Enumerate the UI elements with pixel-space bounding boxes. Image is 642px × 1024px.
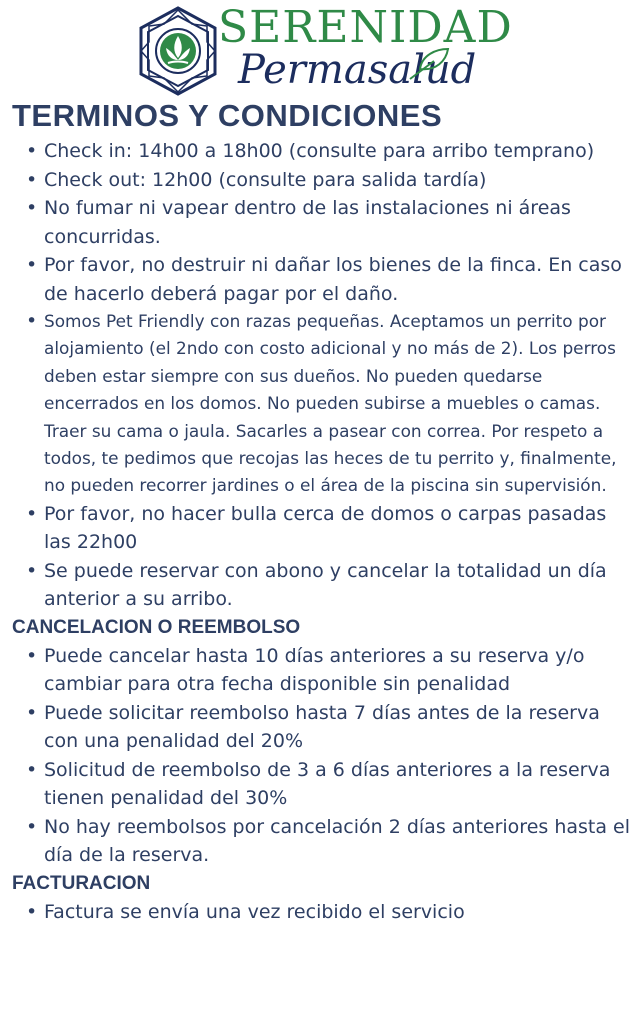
brand-name: SERENIDAD [218,2,513,53]
brand-subname: Permasalud [238,47,477,93]
list-item: • Puede solicitar reembolso hasta 7 días antes de la reserva con una penalidad del 20% [44,699,632,756]
list-item: • Por favor, no hacer bulla cerca de domos o carpas pasadas las 22h00 [44,500,632,557]
lotus-mandala-logo-icon [137,6,219,96]
terms-document [12,95,632,926]
cancel-heading: CANCELACION O REEMBOLSO [12,616,301,638]
page-title: TERMINOS Y CONDICIONES [12,98,443,133]
billing-list [12,898,632,927]
billing-heading: FACTURACION [12,872,151,894]
list-item: • Check out: 12h00 (consulte para salida tardía) [44,166,632,195]
list-item: • Check in: 14h00 a 18h00 (consulte para arribo temprano) [44,137,632,166]
leaf-icon [408,47,450,81]
list-item: • Factura se envía una vez recibido el servicio [44,898,632,927]
list-item: • No hay reembolsos por cancelación 2 días anteriores hasta el día de la reserva. [44,813,632,870]
list-item: • Puede cancelar hasta 10 días anteriores a su reserva y/o cambiar para otra fecha disponible sin penalidad [44,642,632,699]
list-item: • Somos Pet Friendly con razas pequeñas. Aceptamos un perrito por alojamiento (el 2ndo con costo adicional y no más de 2). Los perros deben estar siempre con sus dueños. No pueden quedarse encerrados en los domos. No pueden subirse a muebles o camas. Traer su cama o jaula. Sacarles a pasear con correa. Por respeto a todos, te pedimos que recojas las heces de tu perrito y, finalmente, no pueden recorrer jardines o el área de la piscina sin supervisión. [44,308,632,500]
list-item: • Solicitud de reembolso de 3 a 6 días anteriores a la reserva tienen penalidad del 30% [44,756,632,813]
list-item: • No fumar ni vapear dentro de las instalaciones ni áreas concurridas. [44,194,632,251]
header [0,0,642,100]
list-item: • Por favor, no destruir ni dañar los bienes de la finca. En caso de hacerlo deberá pagar por el daño. [44,251,632,308]
list-item: • Se puede reservar con abono y cancelar la totalidad un día anterior a su arribo. [44,557,632,614]
cancel-list [12,642,632,870]
terms-list [12,137,632,614]
